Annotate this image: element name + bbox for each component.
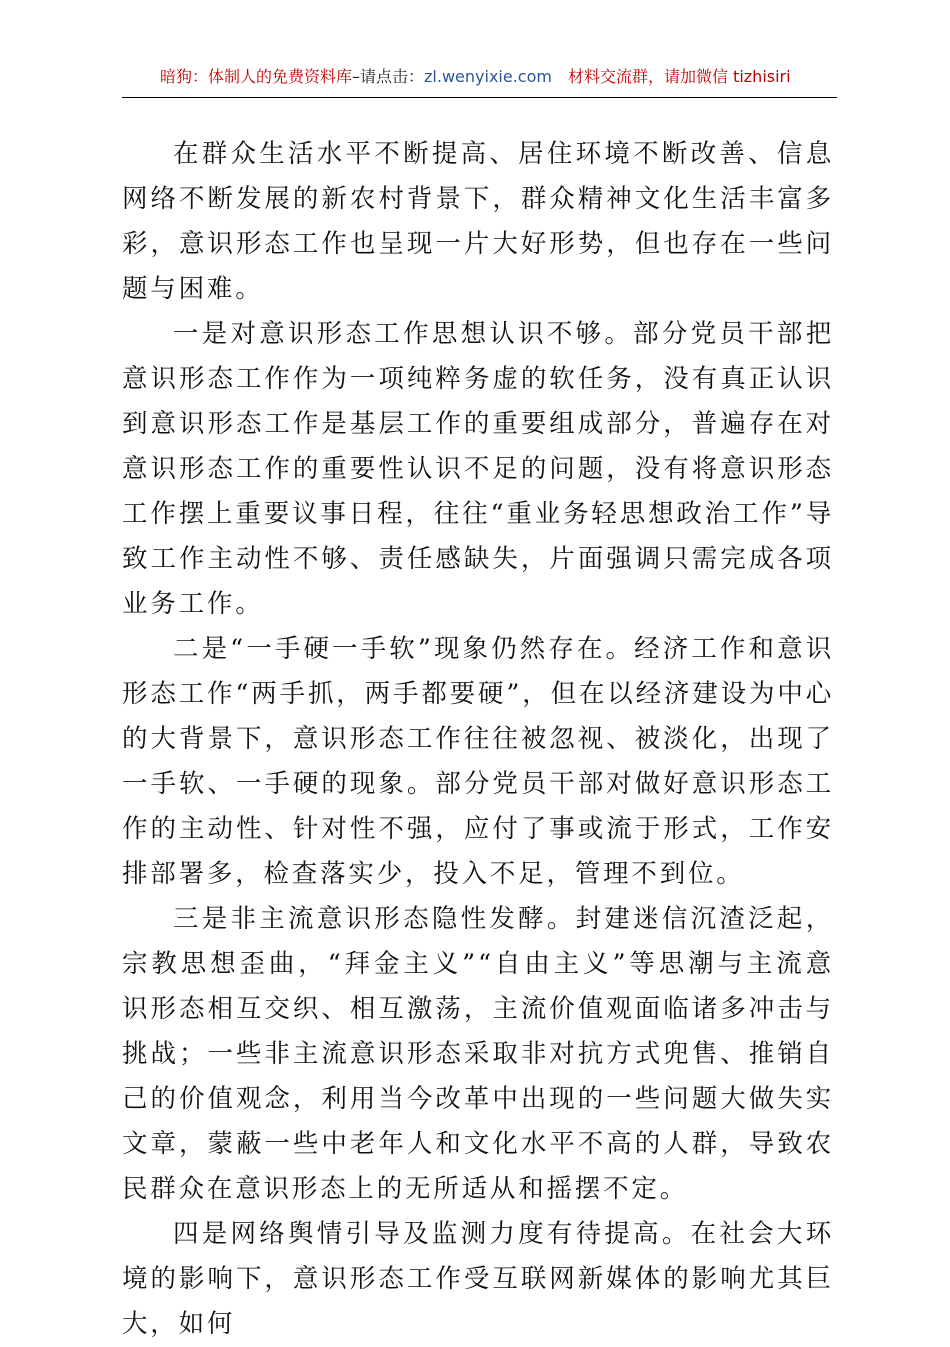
paragraph-point-3: 三是非主流意识形态隐性发酵。封建迷信沉渣泛起，宗教思想歪曲，“拜金主义”“自由主义”等思潮与主流意识形态相互交织、相互激荡，主流价值观面临诸多冲击与挑战；一些非主流意识形态采取非对抗方式兜售、推销自己的价值观念，利用当今改革中出现的一些问题大做失实文章，蒙蔽一些中老年人和文化水平不高的人群，导致农民群众在意识形态上的无所适从和摇摆不定。 bbox=[122, 904, 834, 1204]
header-contact: 材料交流群，请加微信 tizhisiri bbox=[567, 67, 791, 86]
paragraph-intro: 在群众生活水平不断提高、居住环境不断改善、信息网络不断发展的新农村背景下，群众精神文化生活丰富多彩，意识形态工作也呈现一片大好形势，但也存在一些问题与困难。 bbox=[122, 139, 834, 304]
paragraph-point-1: 一是对意识形态工作思想认识不够。部分党员干部把意识形态工作作为一项纯粹务虚的软任务，没有真正认识到意识形态工作是基层工作的重要组成部分，普遍存在对意识形态工作的重要性认识不足的问题，没有将意识形态工作摆上重要议事日程，往往“重业务轻思想政治工作”导致工作主动性不够、责任感缺失，片面强调只需完成各项业务工作。 bbox=[122, 319, 834, 619]
page-header bbox=[122, 64, 837, 98]
header-site-name: 暗狗：体制人的免费资料库 bbox=[160, 67, 353, 86]
paragraph-point-2: 二是“一手硬一手软”现象仍然存在。经济工作和意识形态工作“两手抓，两手都要硬”，但在以经济建设为中心的大背景下，意识形态工作往往被忽视、被淡化，出现了一手软、一手硬的现象。部分党员干部对做好意识形态工作的主动性、针对性不强，应付了事或流于形式，工作安排部署多，检查落实少，投入不足，管理不到位。 bbox=[122, 634, 834, 889]
header-click-prompt: –请点击： bbox=[352, 67, 425, 86]
document-body bbox=[122, 132, 834, 1347]
paragraph-point-4: 四是网络舆情引导及监测力度有待提高。在社会大环境的影响下，意识形态工作受互联网新媒体的影响尤其巨大，如何 bbox=[122, 1219, 834, 1339]
header-url-link[interactable]: zl.wenyixie.com bbox=[424, 67, 552, 86]
